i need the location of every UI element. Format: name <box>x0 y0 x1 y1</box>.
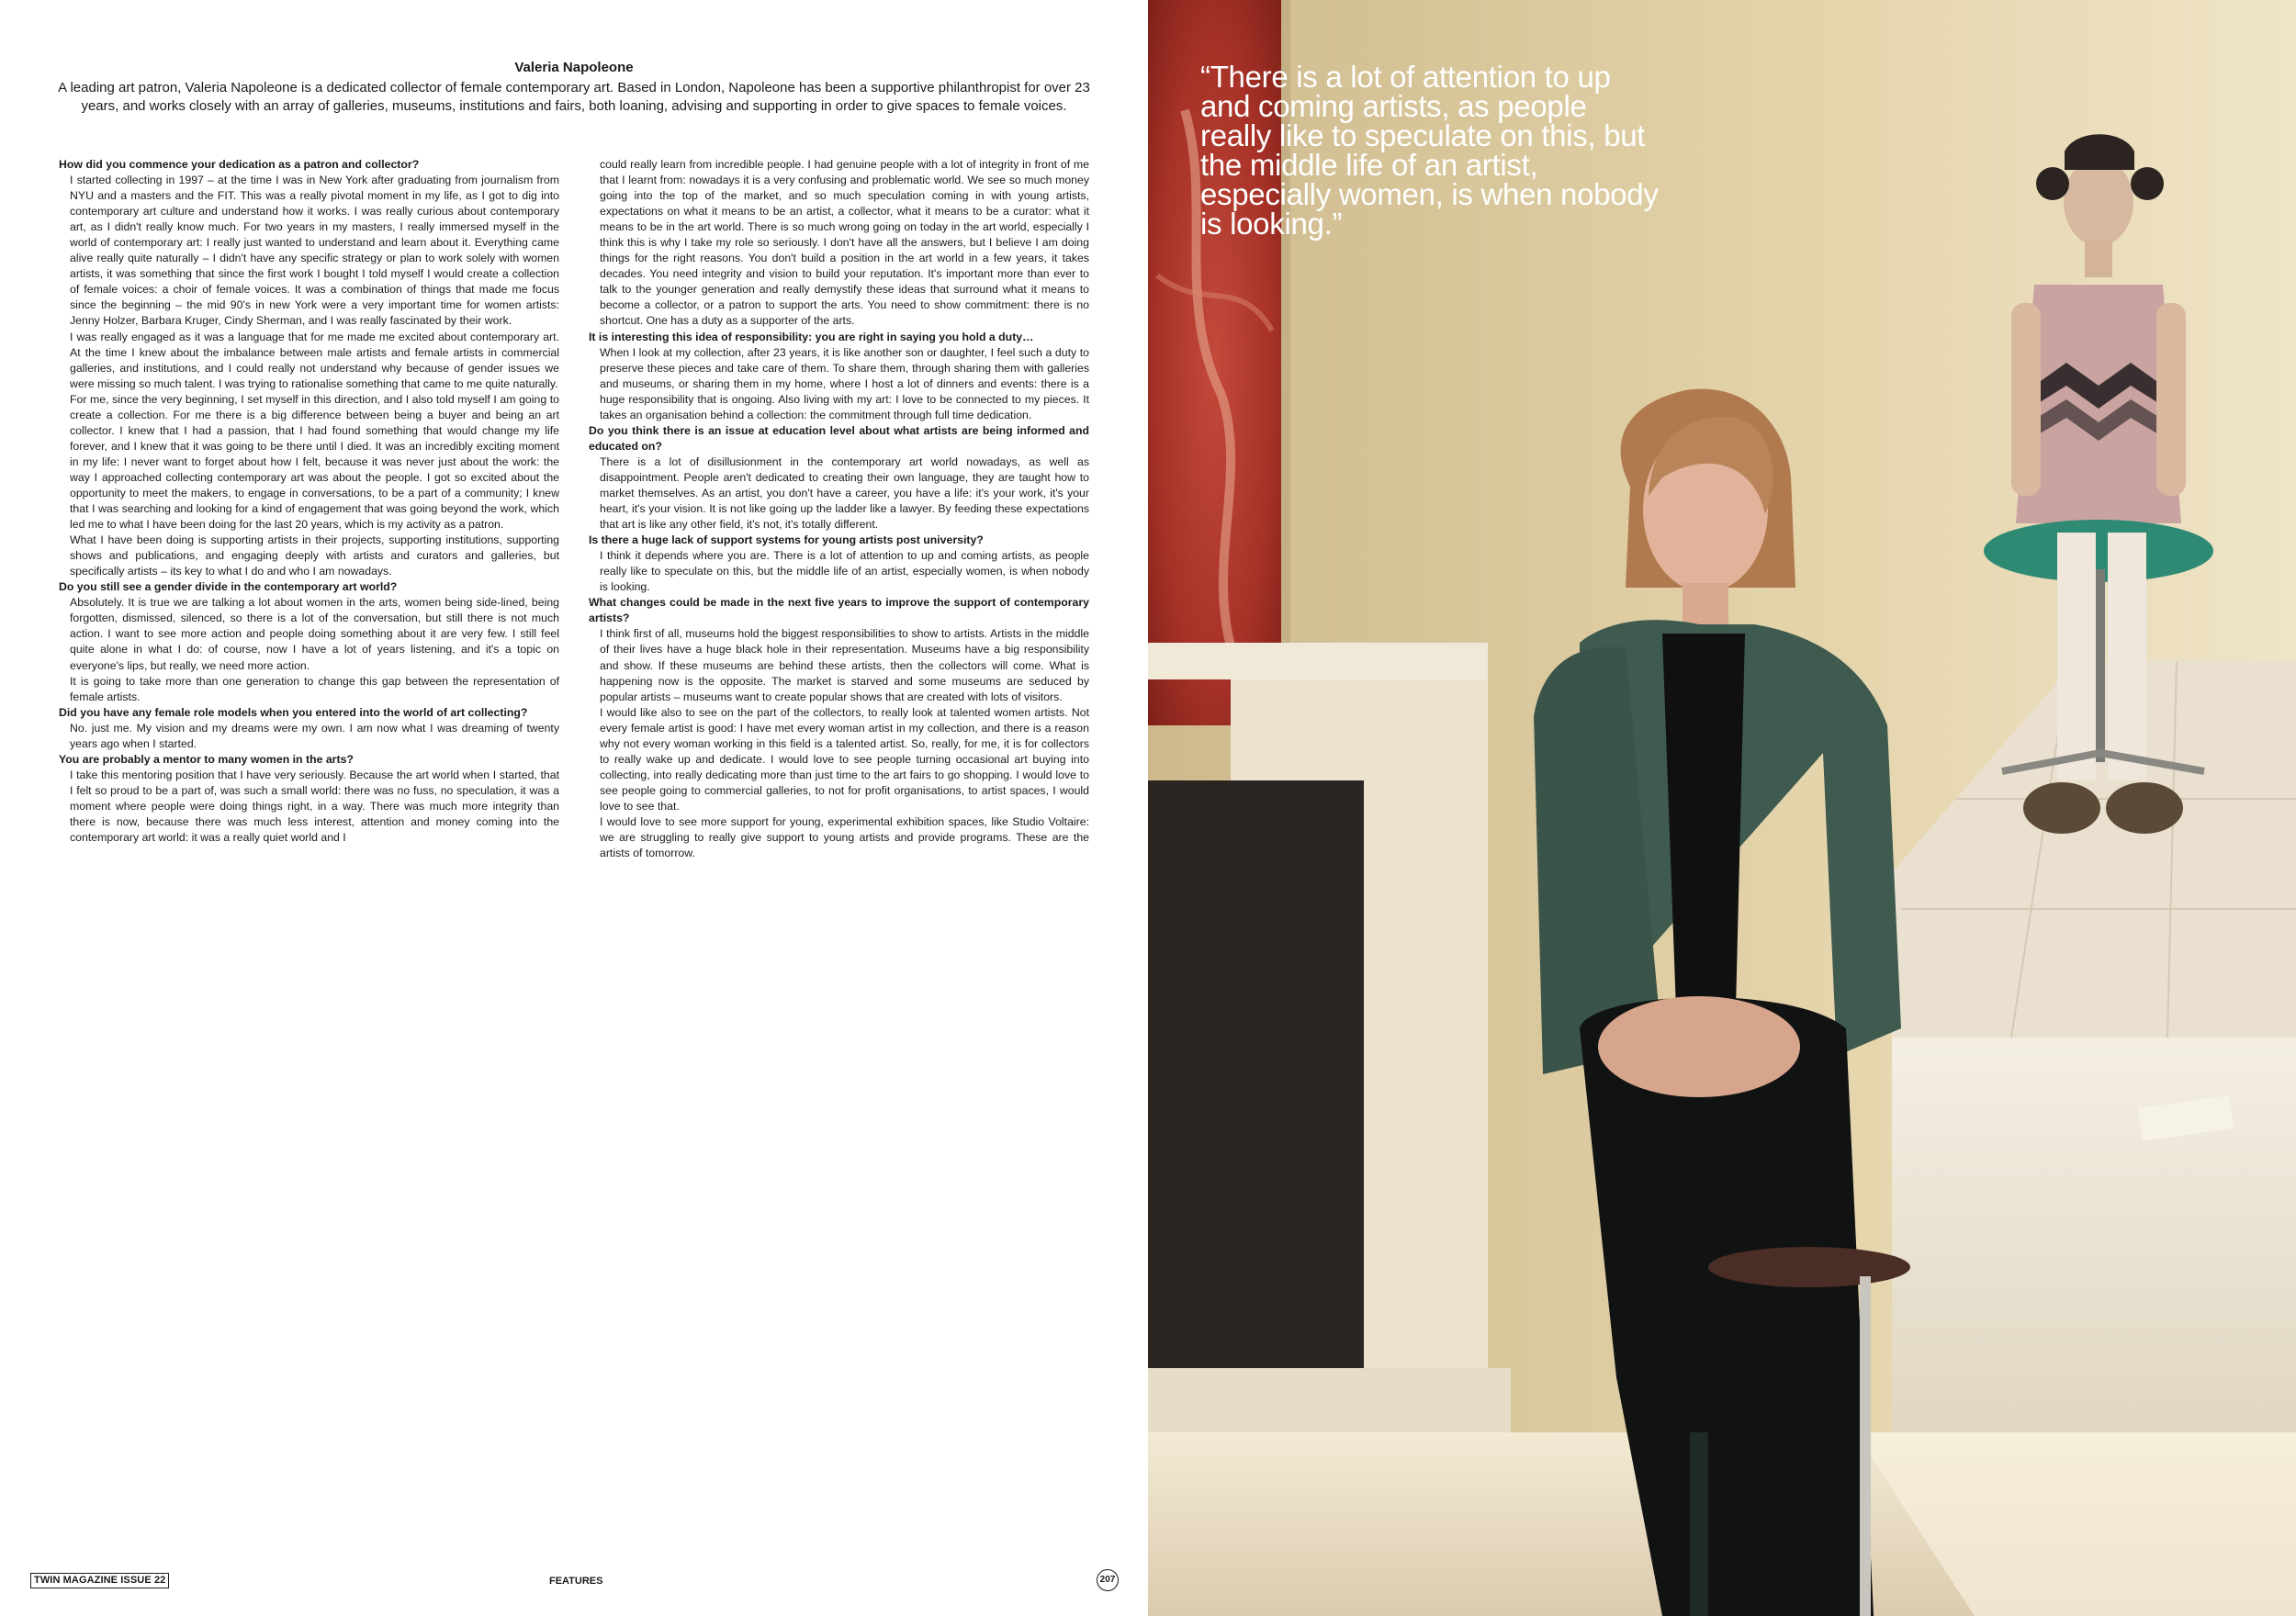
interview-answer: I started collecting in 1997 – at the time I was in New York after graduating from journalism from NYU and a masters and the FIT. This was a really pivotal moment in my life, as I got to dig into contemporary art culture and understand how it works. I was really curious about contemporary art, as I didn't really know much. For two years in my masters, I really immersed myself in the world of contemporary art: I really just wanted to understand and learn about it. Everything came alive really quite naturally – I didn't have any specific strategy or plan to work solely with women artists, it was something that since the first work I bought I told myself I would create a collection of female voices: a choir of female voices. It was a combination of things that made me focus since the beginning – the mid 90's in new York were a very important time for women artists: Jenny Holzer, Barbara Kruger, Cindy Sherman, and I was really fascinated by their work. <box>70 174 559 328</box>
portrait-photo-page <box>1148 0 2296 1616</box>
interview-answer: I think first of all, museums hold the biggest responsibilities to show to artists. Artists in the middle of their lives have a huge black hole in their representation. Museums have a big responsibility and show. If these museums are behind these artists, then the collectors will come. What is happening now is the opposite. The market is starved and some museums are seduced by popular artists – museums want to create popular shows that are created with lots of visitors. <box>600 627 1089 703</box>
interview-question: What changes could be made in the next five years to improve the support of contemporary artists? <box>589 596 1089 625</box>
interview-answer: I think it depends where you are. There is a lot of attention to up and coming artists, as people really like to speculate on this, but the middle life of an artist, especially women, is when nobody is looking. <box>600 549 1089 594</box>
interview-question: How did you commence your dedication as a patron and collector? <box>59 158 420 171</box>
interview-answer: I take this mentoring position that I have very seriously. Because the art world when I started, that I felt so proud to be a part of, was such a small world: there was no fuss, no speculation, it was a moment where people were doing things right, in a way. There was much more integrity than there is now, because there was much less interest, attention and money coming into the contemporary art world: it was a really quiet world and I <box>70 768 559 845</box>
footer-section-label: FEATURES <box>549 1576 603 1587</box>
interview-answer: There is a lot of disillusionment in the contemporary art world nowadays, as well as disappointment. People aren't dedicated to creating their own language, they are taught how to market themselves. As an artist, you don't have a career, you have a life: it's your work, it's your heart, it's your vision. It is not like going up the ladder like a lawyer. By feeding these expectations that art is like any other field, it's not, it's totally different. <box>600 454 1089 532</box>
interview-answer: What I have been doing is supporting artists in their projects, supporting institutions, supporting shows and publications, and engaging deeply with artists and curators and galleries, but specifically artists – its key to what I do and who I am nowadays. <box>70 533 559 578</box>
interview-question: Do you still see a gender divide in the contemporary art world? <box>59 580 398 594</box>
interview-question: Is there a huge lack of support systems for young artists post university? <box>589 533 984 547</box>
interview-answer: Absolutely. It is true we are talking a lot about women in the arts, women being side-lined, being forgotten, dismissed, silenced, so there is a lot of the conversation, but still there is not much action. I want to see more action and people doing something about it are very few. I still feel quite alone in what I do: of course, now I have a lot of years listening, and it's a topic on everyone's lips, but really, we need more action. <box>70 596 559 672</box>
interview-answer: When I look at my collection, after 23 years, it is like another son or daughter, I feel such a duty to preserve these pieces and take care of them. To share them, through sharing them with galleries and museums, or sharing them in my home, where I host a lot of dinners and events: there is a huge responsibility that is ongoing. Also living with my art: I love to be connected to my pieces. It takes an organisation behind a collection: the commitment through full time dedication. <box>600 345 1089 421</box>
mantelpiece <box>1148 643 1488 679</box>
interview-question: Do you think there is an issue at education level about what artists are being informed and educated on? <box>589 423 1089 453</box>
fireplace-opening <box>1148 780 1364 1368</box>
interview-question: Did you have any female role models when you entered into the world of art collecting? <box>59 705 528 719</box>
article-title: Valeria Napoleone <box>514 60 634 75</box>
interview-answer: I would love to see more support for young, experimental exhibition spaces, like Studio Voltaire: we are struggling to really give support to young artists and provide programs. These are the artists of tomorrow. <box>600 814 1089 860</box>
article-header <box>57 59 1091 116</box>
interview-answer: I was really engaged as it was a language that for me made me excited about contemporary art. At the time I knew about the imbalance between male artists and female artists in commercial galleries, and institutions, and I could really not understand why because of gender issues we were missing so much talent. I was trying to rationalise something that came to me quite naturally. <box>70 330 559 390</box>
bar-stool-seat <box>1708 1247 1910 1287</box>
text-column-left <box>59 157 559 846</box>
plinth <box>1892 1038 2296 1432</box>
interview-answer: No. just me. My vision and my dreams were my own. I am now what I was dreaming of twenty years ago when I started. <box>70 721 559 750</box>
interview-answer: For me, since the very beginning, I set myself in this direction, and I also told myself I am going to create a collection. For me there is a big difference between being a buyer and being an art collector. I knew that I had a passion, that I had found something that would change my life forever, and I knew that it was going to be there until I died. It was an incredibly exciting moment in my life: I never want to forget about how I felt, because it was never just about the work: the way I approached collecting contemporary art was about the people. I got so excited about the opportunity to meet the makers, to engage in conversations, to be a part of a community; I knew that I was searching and looking for a kind of engagement that was going beyond the work, which led me to what I have been doing for the last 20 years, which is my activity as a patron. <box>70 392 559 532</box>
interview-answer: could really learn from incredible people. I had genuine people with a lot of integrity in front of me that I learnt from: nowadays it is a very confusing and problematic world. We see so much money going into the top of the market, and so much speculation coming in with young artists, expectations on what it means to be an artist, a collector, what it means to be a curator: what it means to be in the art world. There is so much wrong going on today in the art world, especially I think this is why I take my role so seriously. I don't have all the answers, but I believe I am doing things for the right reasons. You don't build a position in the art world in a few years, it takes decades. You need integrity and vision to build your reputation. It's important more than ever to talk to the younger generation and really demystify these ideas that surround what it means to become a collector, or a patron to support the arts. You need to show commitment: there is no shortcut. One has a duty as a supporter of the arts. <box>600 158 1089 328</box>
interview-answer: I would like also to see on the part of the collectors, to really look at talented women artists. Not every female artist is good: I have met every woman artist in my collection, and there is a reason why not every woman working in this field is a talented artist. So, really, for me, it is for collectors to really wake up and dedicate. I would love to see people turning occasional art buying into collecting, into really dedicating more than just time to the art fairs to go shopping. I would love to see people going to commercial galleries, to not for profit organisations, to artist spaces, I would love to see that. <box>600 705 1089 813</box>
interview-question: It is interesting this idea of responsibility: you are right in saying you hold a duty… <box>589 330 1034 343</box>
article-intro: A leading art patron, Valeria Napoleone is a dedicated collector of female contemporary art. Based in London, Napoleone has been a supportive philanthropist for over 23 years, and works closely with an array of galleries, museums, institutions and fairs, both loaning, advising and supporting in order to give spaces to female voices. <box>58 80 1090 114</box>
portrait-photo <box>1148 0 2296 1616</box>
page-number: 207 <box>1097 1569 1119 1591</box>
interview-answer: It is going to take more than one generation to change this gap between the representation of female artists. <box>70 674 559 703</box>
text-column-right <box>589 157 1089 861</box>
interview-question: You are probably a mentor to many women in the arts? <box>59 752 354 766</box>
pull-quote: “There is a lot of attention to up and coming artists, as people really like to speculate on this, but the middle life of an artist, especially women, is when nobody is looking.” <box>1200 60 1659 241</box>
footer-issue-label: TWIN MAGAZINE ISSUE 22 <box>30 1573 169 1588</box>
